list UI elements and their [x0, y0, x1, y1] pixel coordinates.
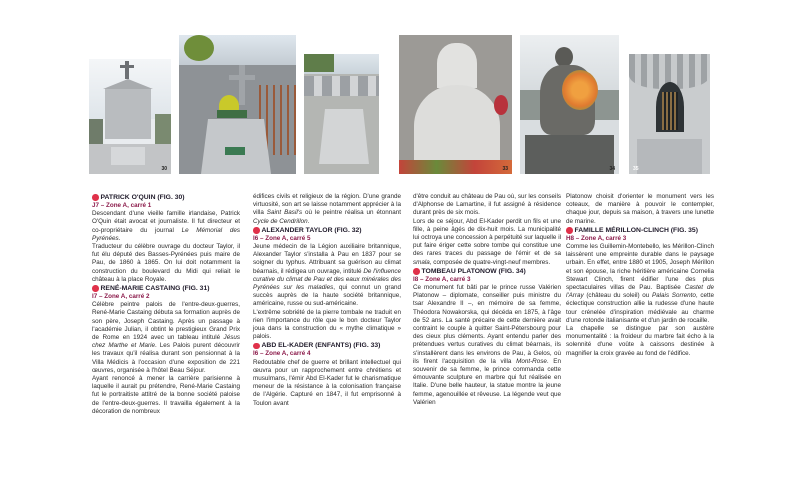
entry-location: I6 – Zone A, carré 5	[253, 234, 311, 242]
photo-number: 35	[633, 166, 639, 172]
entry-paragraph: Comme les Guillemin-Montebello, les Mérillon-Clinch laissèrent une empreinte durable dans le paysage urbain. En effet, entre 1880 et 1905, Joseph Mérillon et son épouse, la riche héritière américaine Cornelia Stewart Clinch, firent édifier l'une des plus spectaculaires villas de Pau. Baptisée Castet de l'Array (château du soleil) ou Palais Sorrento, cette éclectique construction allie la rudesse d'une haute tour crénelée d'inspiration médiévale au charme d'une rotonde italianisante et d'un jardin de rocaille.	[566, 243, 714, 324]
entry-number-badge	[413, 268, 420, 275]
photo-34-kneeling-statue	[520, 35, 619, 174]
entry-number-badge	[92, 194, 99, 201]
entry-paragraph-continued: Platonow choisit d'orienter le monument vers les coteaux, de manière à pouvoir le contempler, chaque jour, depuis sa maison, à travers une lunette de marine.	[566, 193, 714, 225]
column-3	[413, 193, 561, 407]
entry-paragraph-continued: édifices civils et religieux de la région. D'une grande virtuosité, son art se laisse notamment apprécier à la villa Saint Basil's où le peintre réalisa un étonnant Cycle de Cendrillon.	[253, 193, 401, 225]
entry-title: RENÉ-MARIE CASTAING (FIG. 31)	[100, 285, 210, 293]
entry-title: TOMBEAU PLATONOW (FIG. 34)	[421, 267, 526, 275]
photo-35-vaulted-chapel	[629, 54, 710, 174]
entry-paragraph-part1: Ayant renoncé à mener la carrière parisienne à laquelle il aurait pu prétendre, René-Marie Castaing fut le portraitiste attitré de la bonne société paloise de l'entre-deux-guerres. Il travailla également à la décoration de nombreux	[92, 375, 240, 415]
entry-title: ALEXANDER TAYLOR (FIG. 32)	[261, 226, 362, 234]
entry-location: J7 – Zone A, carré 1	[92, 202, 152, 209]
entry-paragraph: L'extrême sobriété de la pierre tombale ne traduit en rien l'importance du rôle que le bon docteur Taylor joua dans la construction du « mythe climatique » palois.	[253, 308, 401, 341]
column-4	[566, 193, 714, 358]
entry-location: I6 – Zone A, carré 4	[253, 350, 311, 358]
entry-paragraph-part1: Redoutable chef de guerre et brillant intellectuel qui œuvra pour un rapprochement entre chrétiens et musulmans, l'émir Abd El-Kader fut le charismatique meneur de la résistance à la colonisation française de l'Algérie. Capturé en 1847, il fut emprisonné à Toulon avant	[253, 358, 401, 407]
entry-patrick-oquin	[92, 193, 240, 284]
entry-number-badge	[92, 285, 99, 292]
photo-33-rounded-stele	[399, 35, 512, 174]
entry-paragraph: Célèbre peintre palois de l'entre-deux-guerres, René-Marie Castaing débuta sa formation auprès de son père, Joseph Castaing. Après un passage à l'académie Julian, il obtint le prestigieux Grand Prix de Rome en 1924 avec un tableau intitulé Jésus chez Marthe et Marie. Les Palois purent découvrir les travaux qu'il réalisa durant son pensionnat à la Villa Médicis à l'occasion d'une exposition de 221 œuvres, organisée à l'hôtel Beau Séjour.	[92, 301, 240, 374]
entry-number-badge	[253, 343, 260, 350]
photo-30-chapel	[89, 59, 171, 174]
entry-location: I7 – Zone A, carré 2	[92, 293, 150, 301]
entry-location: H8 – Zone A, carré 3	[566, 234, 627, 242]
entry-paragraph: Descendant d'une vieille famille irlandaise, Patrick O'Quin était avocat et journaliste. Il fut directeur et co-propriétaire du journal Le Mémorial des Pyrénées.	[92, 210, 240, 242]
photo-number: 33	[502, 166, 508, 172]
column-2	[253, 193, 401, 408]
entry-title: FAMILLE MÉRILLON-CLINCH (FIG. 35)	[574, 226, 698, 234]
photo-31-tomb-with-railing	[179, 35, 296, 174]
entry-tombeau-platonow	[413, 267, 561, 407]
entry-paragraph-continued: d'être conduit au château de Pau où, sur les conseils d'Alphonse de Lamartine, il fut assigné à résidence durant près de six mois.	[413, 193, 561, 217]
column-1	[92, 193, 240, 416]
entry-paragraph: La chapelle se distingue par son austère monumentalité : la froideur du marbre fait écho à la solennité d'une voûte à caissons destinée à magnifier la croix gravée au fond de l'édifice.	[566, 325, 714, 357]
entry-paragraph: Jeune médecin de la Légion auxiliaire britannique, Alexander Taylor s'installa à Pau en 1837 pour se soigner du typhus. Attribuant sa guérison au climat béarnais, il rédigea un ouvrage, intitulé De l'influence curative du climat de Pau et des eaux minérales des Pyrénées sur les maladies, qui connut un grand succès auprès de la haute société britannique, américaine, russe ou sud-américaine.	[253, 243, 402, 308]
entry-rene-marie-castaing	[92, 284, 240, 416]
photo-32-flat-tombstone	[304, 54, 379, 174]
photo-number: 34	[609, 166, 615, 172]
entry-number-badge	[566, 227, 573, 234]
entry-title: ABD EL-KADER (ENFANTS) (FIG. 33)	[261, 342, 381, 350]
entry-paragraph: Traducteur du célèbre ouvrage du docteur Taylor, il fut élu député des Basses-Pyrénées puis maire de Pau, de 1860 à 1865. On lui doit notamment la construction du boulevard du Midi qui reliait le château à la place Royale.	[92, 243, 240, 283]
entry-abd-el-kader	[253, 341, 401, 407]
entry-title: PATRICK O'QUIN (FIG. 30)	[100, 194, 185, 201]
photo-number: 30	[161, 166, 167, 172]
entry-paragraph: Lors de ce séjour, Abd El-Kader perdit un fils et une fille, à peine âgés de dix-huit mois. La municipalité lui octroya une concession à perpétuité sur laquelle il put faire ériger cette sobre tombe qui constitue une des rares traces du passage de l'émir et de sa smala, composée de quatre-vingt-neuf membres.	[413, 217, 561, 266]
entry-alexander-taylor	[253, 226, 401, 342]
entry-paragraph-part1: Ce monument fut bâti par le prince russe Valérien Platonow – diplomate, conseiller puis ministre du tsar Alexandre II –, en mémoire de sa femme, Théodora Nowakorska, qui décéda en 1875, à l'âge de 52 ans. La santé précaire de cette dernière avait contraint le couple à quitter Saint-Pétersbourg pour des cieux plus cléments. Ayant entendu parler des prétendues vertus curatives du climat béarnais, ils s'installèrent dans les environs de Pau, à Gelos, où ils firent l'acquisition de la villa Mont-Rose. En souvenir de sa femme, le prince commanda cette émouvante sculpture en marbre qui fut réalisée en Italie. D'une belle hauteur, la statue montre la jeune femme, agenouillée et rêveuse. La légende veut que Valérien	[413, 284, 561, 406]
entry-location: I8 – Zone A, carré 3	[413, 275, 471, 283]
entry-number-badge	[253, 227, 260, 234]
entry-famille-merillon-clinch	[566, 226, 714, 358]
